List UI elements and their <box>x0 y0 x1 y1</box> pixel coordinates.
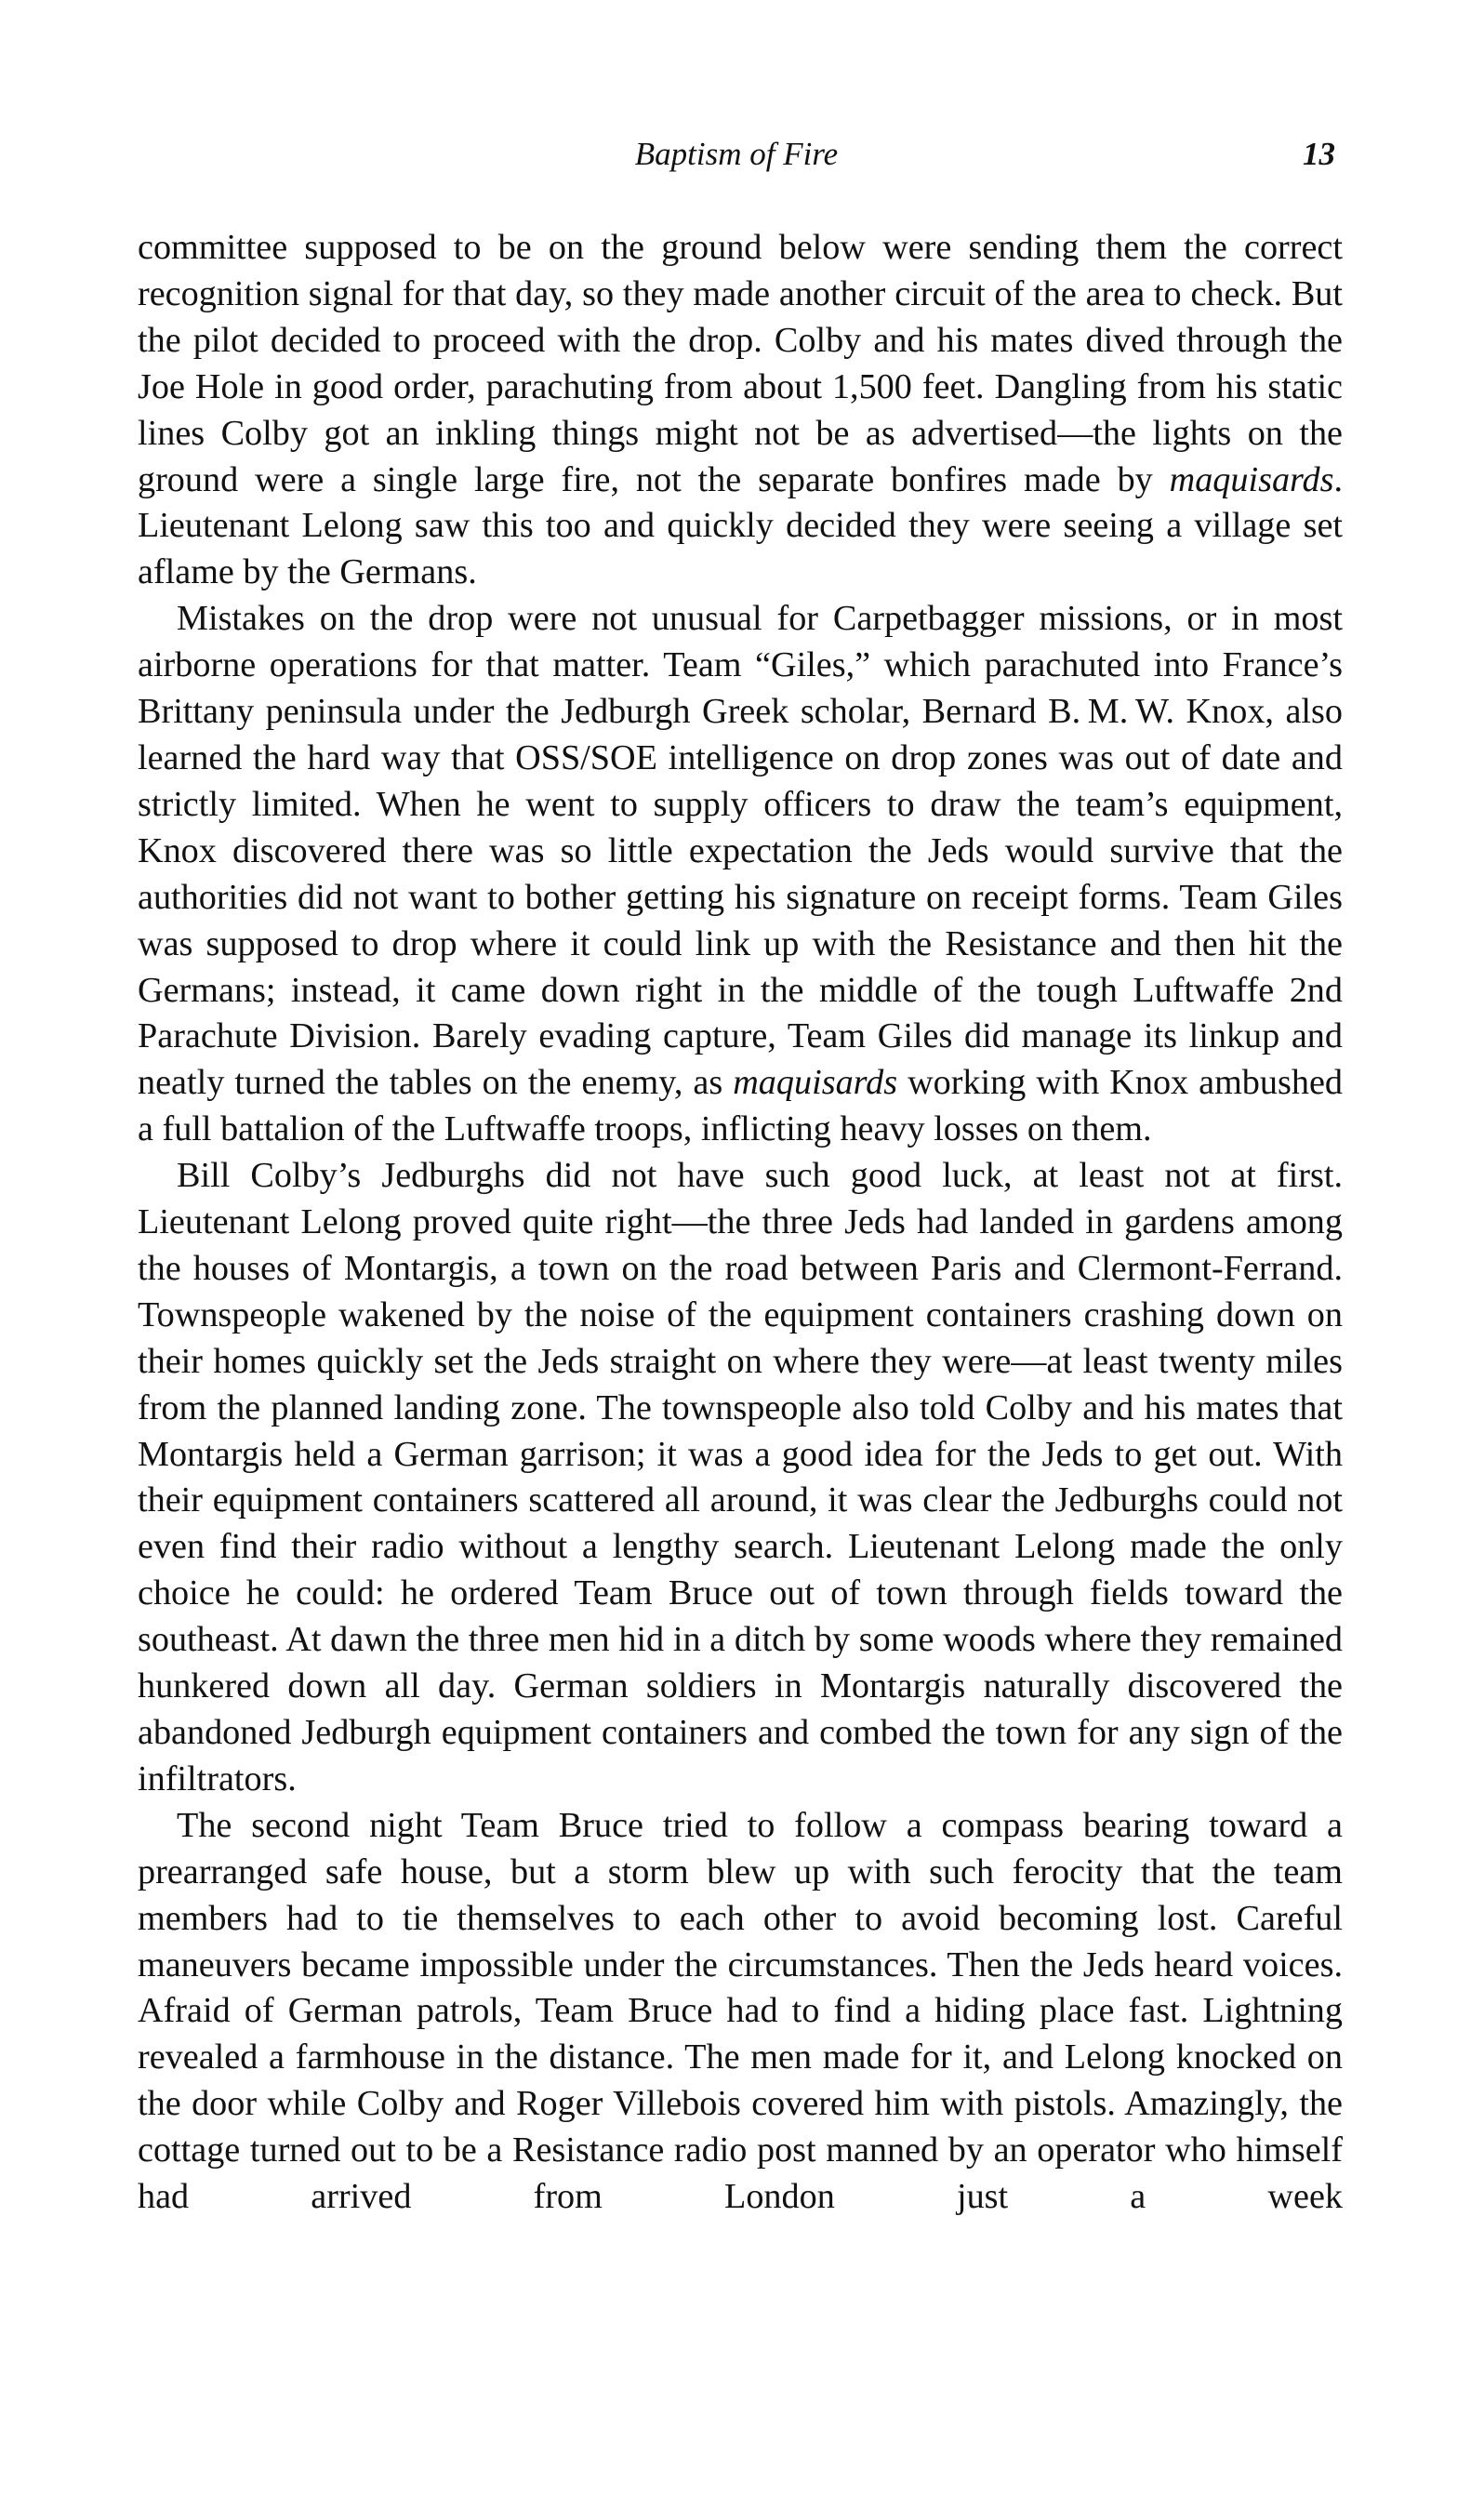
text-segment: committee supposed to be on the ground below were sending them the correct recognition signal for that day, so they made another circuit of the area to check. But the pilot decided to proceed with the drop. Colby and his mates dived through the Joe Hole in good order, parachuting from about 1,500 feet. Dangling from his static lines Colby got an inkling things might not be as advertised—the lights on the ground were a single large fire, not the separate bonfires made by <box>138 228 1343 499</box>
running-head <box>138 132 1335 177</box>
italic-term: maquisards <box>1169 459 1334 499</box>
body-text <box>138 225 1343 2221</box>
italic-term: maquisards <box>733 1063 898 1103</box>
text-segment: Mistakes on the drop were not unusual for Carpetbagger missions, or in most airborne operations for that matter. Team “Giles,” which parachuted into France’s Brittany peninsula under the Jedburgh Greek scholar, Bernard B. M. W. Knox, also learned the hard way that OSS/SOE intelligence on drop zones was out of date and strictly limited. When he went to supply officers to draw the team’s equipment, Knox discovered there was so little expectation the Jeds would survive that the authorities did not want to bother getting his signature on receipt forms. Team Giles was supposed to drop where it could link up with the Resistance and then hit the Germans; instead, it came down right in the middle of the tough Luftwaffe 2nd Parachute Division. Barely evading capture, Team Giles did manage its linkup and neatly turned the tables on the enemy, as <box>138 599 1343 1103</box>
page-number: 13 <box>1303 136 1335 172</box>
running-title: Baptism of Fire <box>634 136 839 172</box>
text-segment: working with Knox ambushed a full battalion of the Luftwaffe troops, inflicting heavy losses on them. <box>138 1063 1343 1149</box>
text-segment: The second night Team Bruce tried to follow a compass bearing toward a prearranged safe house, but a storm blew up with such ferocity that the team members had to tie themselves to each other to avoid becoming lost. Careful maneuvers became impossible under the circumstances. Then the Jeds heard voices. Afraid of German patrols, Team Bruce had to find a hiding place fast. Lightning revealed a farmhouse in the distance. The men made for it, and Lelong knocked on the door while Colby and Roger Villebois covered him with pistols. Amazingly, the cottage turned out to be a Resistance radio post manned by an operator who himself had arrived from London just a week <box>138 1805 1343 2217</box>
paragraph-3 <box>138 1153 1343 1803</box>
paragraph-1 <box>138 225 1343 596</box>
paragraph-2 <box>138 596 1343 1153</box>
paragraph-4 <box>138 1803 1343 2221</box>
text-segment: . Lieutenant Lelong saw this too and quickly decided they were seeing a village set aflame by the Germans. <box>138 459 1343 592</box>
text-segment: Bill Colby’s Jedburghs did not have such good luck, at least not at first. Lieutenant Lelong proved quite right—the three Jeds had landed in gardens among the houses of Montargis, a town on the road between Paris and Clermont-Ferrand. Townspeople wakened by the noise of the equipment containers crashing down on their homes quickly set the Jeds straight on where they were—at least twenty miles from the planned landing zone. The townspeople also told Colby and his mates that Montargis held a German garrison; it was a good idea for the Jeds to get out. With their equipment containers scattered all around, it was clear the Jedburghs could not even find their radio without a lengthy search. Lieutenant Lelong made the only choice he could: he ordered Team Bruce out of town through fields toward the southeast. At dawn the three men hid in a ditch by some woods where they remained hunkered down all day. German soldiers in Montargis naturally discovered the abandoned Jedburgh equipment containers and combed the town for any sign of the infiltrators. <box>138 1156 1343 1798</box>
